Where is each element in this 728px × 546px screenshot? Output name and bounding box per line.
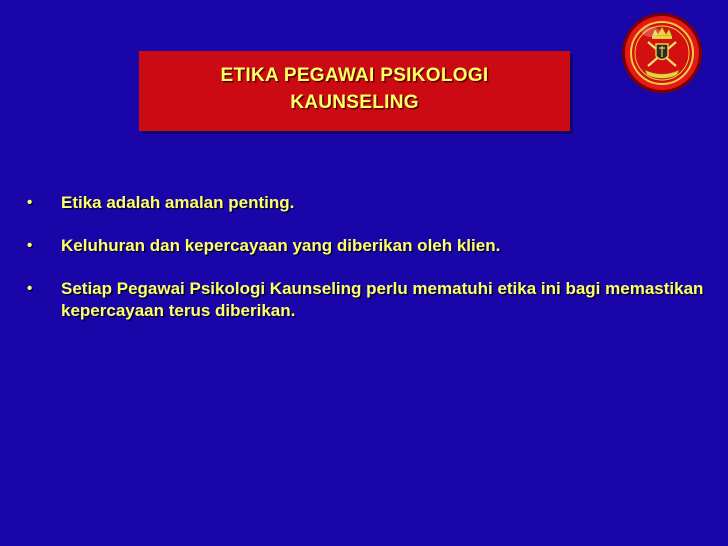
slide-title-line-1: ETIKA PEGAWAI PSIKOLOGI [220,65,489,86]
bullet-marker: • [27,194,33,211]
bullet-marker: • [27,237,33,254]
bullet-text: Etika adalah amalan penting. [61,193,295,212]
list-item [0,235,728,257]
bullet-marker: • [27,280,33,297]
military-crest-icon [621,12,703,94]
bullet-list [0,192,728,343]
bullet-text: Setiap Pegawai Psikologi Kaunseling perlu mematuhi etika ini bagi memastikan kepercayaan terus diberikan. [61,279,704,320]
bullet-text: Keluhuran dan kepercayaan yang diberikan oleh klien. [61,236,501,255]
slide-title-line-2: KAUNSELING [290,92,419,113]
list-item [0,278,728,322]
list-item [0,192,728,214]
slide-title-box [139,51,570,131]
